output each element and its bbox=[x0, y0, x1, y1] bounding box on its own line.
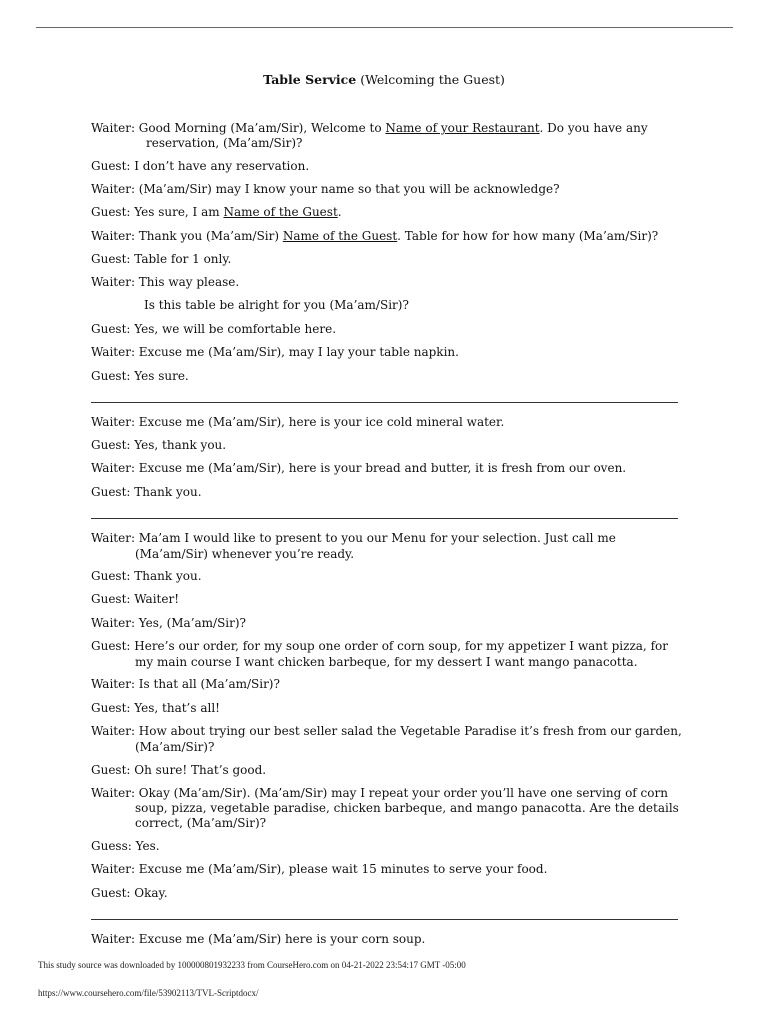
dialogue-line: Guest: Here’s our order, for my soup one order of corn soup, for my appetizer I want pizza, for bbox=[91, 639, 668, 653]
line-text: . Table for how for how many (Ma’am/Sir)? bbox=[397, 229, 659, 243]
dialogue-line: Guest: Thank you. bbox=[91, 569, 202, 583]
section-divider bbox=[91, 402, 678, 403]
section-divider bbox=[91, 919, 678, 920]
dialogue-line: Waiter: Excuse me (Ma’am/Sir), please wait 15 minutes to serve your food. bbox=[91, 862, 548, 876]
dialogue-line: Waiter: Excuse me (Ma’am/Sir) here is your corn soup. bbox=[91, 932, 426, 946]
dialogue-line: Waiter: (Ma’am/Sir) may I know your name so that you will be acknowledge? bbox=[91, 182, 560, 196]
placeholder-restaurant: Name of your Restaurant bbox=[385, 121, 540, 135]
section-divider bbox=[91, 518, 678, 519]
placeholder-guest-name: Name of the Guest bbox=[282, 229, 398, 243]
top-rule bbox=[36, 27, 733, 28]
line-text: Waiter: Thank you (Ma’am/Sir) bbox=[91, 229, 283, 243]
document-title bbox=[0, 72, 768, 87]
download-notice: This study source was downloaded by 100000801932233 from CourseHero.com on 04-21-2022 23:54:17 GMT -05:00 bbox=[38, 960, 466, 970]
line-text: Waiter: Good Morning (Ma’am/Sir), Welcome to bbox=[91, 121, 386, 135]
dialogue-line: Waiter: How about trying our best seller salad the Vegetable Paradise it’s fresh from our garden, bbox=[91, 724, 682, 738]
dialogue-continuation: Is this table be alright for you (Ma’am/Sir)? bbox=[144, 298, 409, 312]
dialogue-line: Waiter: Excuse me (Ma’am/Sir), here is your bread and butter, it is fresh from our oven. bbox=[91, 461, 627, 475]
dialogue-line: Guest: Yes sure. bbox=[91, 369, 189, 383]
dialogue-continuation: (Ma’am/Sir)? bbox=[135, 740, 215, 754]
line-text: . bbox=[337, 205, 342, 219]
dialogue-continuation: reservation, (Ma’am/Sir)? bbox=[146, 136, 303, 150]
dialogue-line: Waiter: Yes, (Ma’am/Sir)? bbox=[91, 616, 246, 630]
dialogue-line: Waiter: Excuse me (Ma’am/Sir), here is your ice cold mineral water. bbox=[91, 415, 505, 429]
dialogue-line: Waiter: Is that all (Ma’am/Sir)? bbox=[91, 677, 280, 691]
dialogue-line bbox=[91, 120, 648, 136]
dialogue-line: Guest: Yes, we will be comfortable here. bbox=[91, 322, 337, 336]
dialogue-line: Waiter: Excuse me (Ma’am/Sir), may I lay your table napkin. bbox=[91, 345, 459, 359]
dialogue-continuation: soup, pizza, vegetable paradise, chicken barbeque, and mango panacotta. Are the details bbox=[135, 801, 679, 815]
dialogue-line bbox=[91, 228, 658, 244]
title-rest: (Welcoming the Guest) bbox=[356, 72, 505, 87]
dialogue-line: Guest: I don’t have any reservation. bbox=[91, 159, 310, 173]
dialogue-line: Guess: Yes. bbox=[91, 839, 160, 853]
dialogue-continuation: my main course I want chicken barbeque, for my dessert I want mango panacotta. bbox=[135, 655, 638, 669]
placeholder-guest-name: Name of the Guest bbox=[223, 205, 338, 219]
line-text: . Do you have any bbox=[539, 121, 648, 135]
source-url[interactable]: https://www.coursehero.com/file/53902113/TVL-Scriptdocx/ bbox=[38, 988, 259, 998]
dialogue-line bbox=[91, 204, 342, 220]
dialogue-line: Guest: Okay. bbox=[91, 886, 168, 900]
dialogue-line: Guest: Yes, thank you. bbox=[91, 438, 227, 452]
title-bold: Table Service bbox=[263, 72, 357, 87]
dialogue-line: Waiter: This way please. bbox=[91, 275, 240, 289]
line-text: Guest: Yes sure, I am bbox=[91, 205, 224, 219]
dialogue-line: Guest: Thank you. bbox=[91, 485, 202, 499]
dialogue-line: Guest: Oh sure! That’s good. bbox=[91, 763, 267, 777]
dialogue-line: Waiter: Ma’am I would like to present to you our Menu for your selection. Just call me bbox=[91, 531, 616, 545]
dialogue-continuation: correct, (Ma’am/Sir)? bbox=[135, 816, 267, 830]
dialogue-line: Guest: Waiter! bbox=[91, 592, 180, 606]
dialogue-line: Guest: Table for 1 only. bbox=[91, 252, 232, 266]
dialogue-line: Waiter: Okay (Ma’am/Sir). (Ma’am/Sir) may I repeat your order you’ll have one serving of corn bbox=[91, 786, 668, 800]
dialogue-continuation: (Ma’am/Sir) whenever you’re ready. bbox=[135, 547, 355, 561]
dialogue-line: Guest: Yes, that’s all! bbox=[91, 701, 220, 715]
